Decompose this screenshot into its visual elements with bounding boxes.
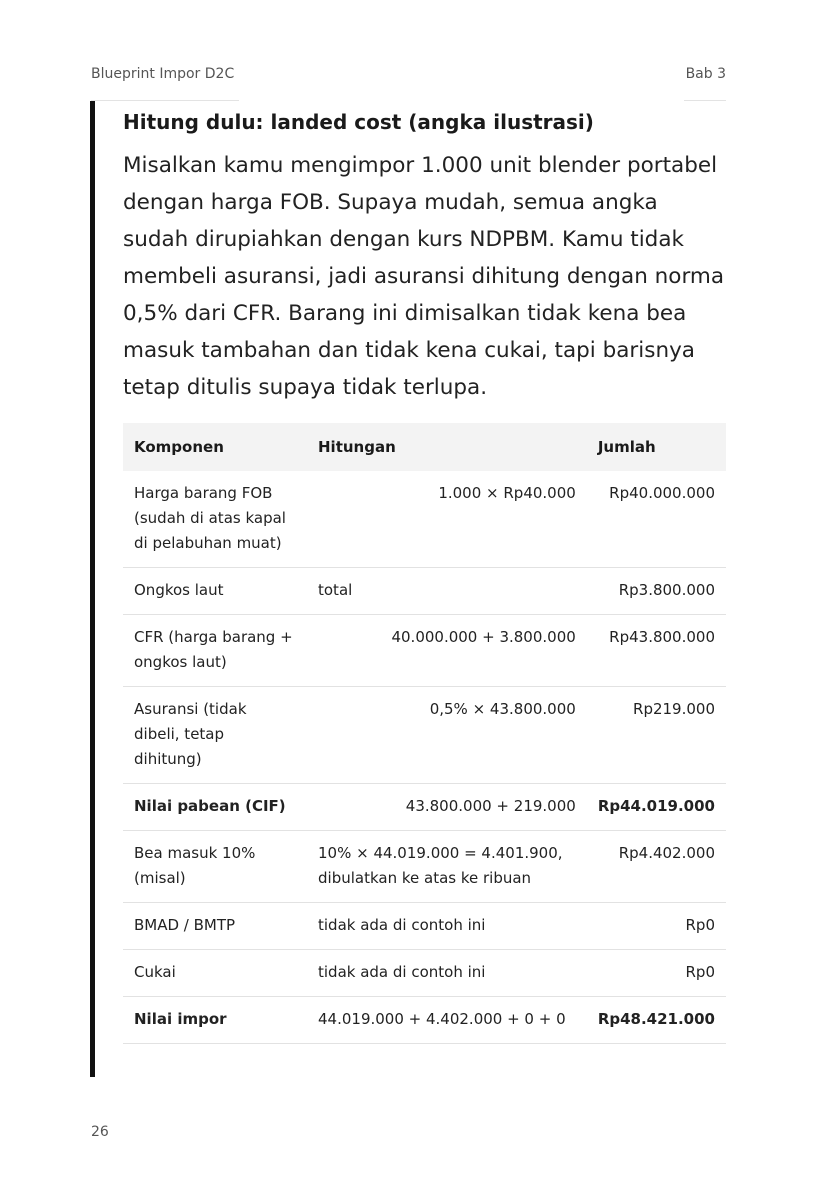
- table-row: [123, 997, 726, 1044]
- callout-box-bar: [90, 101, 95, 1077]
- cell-komponen: Harga barang FOB (sudah di atas kapal di pelabuhan muat): [123, 471, 307, 568]
- table-row: [123, 615, 726, 687]
- table-row: [123, 687, 726, 784]
- cell-jumlah: Rp4.402.000: [587, 831, 726, 903]
- cell-jumlah: Rp219.000: [587, 687, 726, 784]
- column-header-komponen: Komponen: [123, 423, 307, 471]
- page-number: 26: [91, 1124, 109, 1140]
- cell-jumlah: Rp44.019.000: [587, 784, 726, 831]
- column-header-jumlah: Jumlah: [587, 423, 726, 471]
- callout-box-body: Misalkan kamu mengimpor 1.000 unit blender portabel dengan harga FOB. Supaya mudah, semua angka sudah dirupiahkan dengan kurs NDPBM. Kamu tidak membeli asuransi, jadi asuransi dihitung dengan norma 0,5% dari CFR. Barang ini dimisalkan tidak kena bea masuk tambahan dan tidak kena cukai, tapi barisnya tetap ditulis supaya tidak terlupa.: [123, 153, 725, 400]
- cell-hitungan: tidak ada di contoh ini: [307, 903, 587, 950]
- cell-jumlah: Rp0: [587, 950, 726, 997]
- cell-jumlah: Rp3.800.000: [587, 568, 726, 615]
- table-header-row: [123, 423, 726, 471]
- cell-hitungan: 0,5% × 43.800.000: [307, 687, 587, 784]
- cell-komponen: Ongkos laut: [123, 568, 307, 615]
- column-header-hitungan: Hitungan: [307, 423, 587, 471]
- cell-jumlah: Rp0: [587, 903, 726, 950]
- table-row: [123, 471, 726, 568]
- callout-box-title: Hitung dulu: landed cost (angka ilustrasi): [123, 110, 594, 134]
- cell-hitungan: total: [307, 568, 587, 615]
- table-row: [123, 784, 726, 831]
- cell-komponen: BMAD / BMTP: [123, 903, 307, 950]
- header-divider-left: [91, 100, 239, 101]
- table-row: [123, 903, 726, 950]
- landed-cost-table: [123, 423, 726, 1044]
- table-row: [123, 568, 726, 615]
- cell-komponen: Nilai pabean (CIF): [123, 784, 307, 831]
- cell-hitungan: tidak ada di contoh ini: [307, 950, 587, 997]
- cell-komponen: Asuransi (tidak dibeli, tetap dihitung): [123, 687, 307, 784]
- header-divider-right: [684, 100, 726, 101]
- cell-hitungan: 1.000 × Rp40.000: [307, 471, 587, 568]
- running-header: [91, 66, 726, 90]
- cell-komponen: Cukai: [123, 950, 307, 997]
- cell-jumlah: Rp48.421.000: [587, 997, 726, 1044]
- table-row: [123, 950, 726, 997]
- cell-jumlah: Rp43.800.000: [587, 615, 726, 687]
- cell-komponen: Nilai impor: [123, 997, 307, 1044]
- cell-komponen: CFR (harga barang + ongkos laut): [123, 615, 307, 687]
- cell-hitungan: 40.000.000 + 3.800.000: [307, 615, 587, 687]
- cell-hitungan: 10% × 44.019.000 = 4.401.900, dibulatkan ke atas ke ribuan: [307, 831, 587, 903]
- cell-jumlah: Rp40.000.000: [587, 471, 726, 568]
- cell-komponen: Bea masuk 10% (misal): [123, 831, 307, 903]
- book-title: Blueprint Impor D2C: [91, 66, 235, 82]
- chapter-label: Bab 3: [685, 66, 726, 82]
- cell-hitungan: 43.800.000 + 219.000: [307, 784, 587, 831]
- table-row: [123, 831, 726, 903]
- cell-hitungan: 44.019.000 + 4.402.000 + 0 + 0: [307, 997, 587, 1044]
